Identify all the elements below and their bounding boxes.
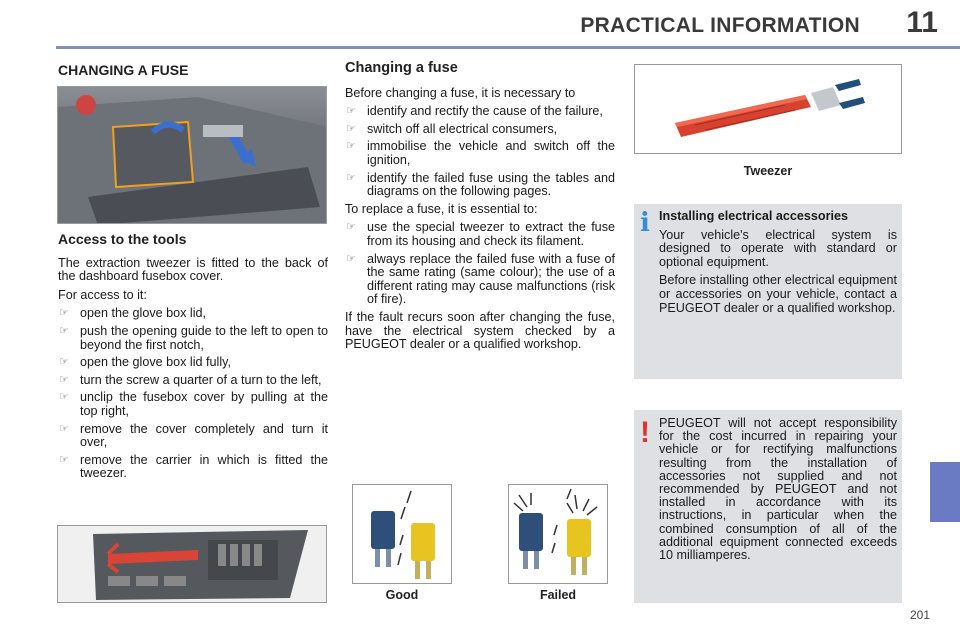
lead-paragraph: For access to it: <box>58 287 147 302</box>
list-item: ☞ switch off all electrical consumers, <box>346 121 558 136</box>
subheading: Access to the tools <box>58 231 187 247</box>
precheck-list <box>345 105 615 199</box>
list-item: ☞ push the opening guide to the left to open to beyond the first notch, <box>59 323 328 352</box>
left-column <box>58 62 328 78</box>
info-box-title: Installing electrical accessories <box>659 209 849 223</box>
info-box-paragraph: Before installing other electrical equipment or accessories on your vehicle, contact a PEUGEOT dealer or a qualified workshop. <box>659 273 897 315</box>
list-item: ☞ turn the screw a quarter of a turn to the left, <box>59 372 322 387</box>
fusebox-cover-illustration <box>58 526 327 603</box>
warning-text: PEUGEOT will not accept responsibility for the cost incurred in repairing your vehicle or for rectifying malfunctions resulting from the installation of accessories not supplied and not recommended by PEUGEOT and not installed in accordance with its instructions, in particular when the combined consumption of all of the additional equipment connected exceeds 10 milliamperes. <box>659 416 897 563</box>
failed-fuse-illustration <box>509 485 608 584</box>
hand-pointer-icon: ☞ <box>59 373 69 386</box>
warning-exclamation-icon: ! <box>640 416 650 449</box>
tweezer-figure <box>634 64 902 154</box>
failed-fuse-figure <box>508 484 608 584</box>
list-item: ☞ immobilise the vehicle and switch off the ignition, <box>346 139 615 167</box>
hand-pointer-icon: ☞ <box>346 122 356 135</box>
list-item: ☞ identify the failed fuse using the tables and diagrams on the following pages. <box>346 170 615 199</box>
section-heading: CHANGING A FUSE <box>58 62 189 78</box>
hand-pointer-icon: ☞ <box>59 391 69 404</box>
page-header-title: PRACTICAL INFORMATION <box>580 14 860 37</box>
hand-pointer-icon: ☞ <box>346 105 356 118</box>
glovebox-illustration <box>58 87 327 224</box>
info-box-content <box>659 210 897 320</box>
chapter-number: 11 <box>906 6 938 39</box>
access-steps-list <box>58 307 328 481</box>
info-icon: i <box>640 208 650 238</box>
warning-box-content <box>659 417 897 567</box>
good-fuse-figure <box>352 484 452 584</box>
good-caption: Good <box>385 588 419 602</box>
access-tools-section <box>58 233 328 485</box>
chapter-side-tab <box>930 462 960 522</box>
closing-paragraph: If the fault recurs soon after changing the fuse, have the electrical system checked by a PEUGEOT dealer or a qualified workshop. <box>345 309 615 352</box>
intro-paragraph: Before changing a fuse, it is necessary to <box>345 85 576 100</box>
hand-pointer-icon: ☞ <box>346 252 356 265</box>
section-heading: Changing a fuse <box>345 60 458 76</box>
header-rule <box>56 46 960 49</box>
list-item: ☞ use the special tweezer to extract the fuse from its housing and check its filament. <box>346 220 615 248</box>
hand-pointer-icon: ☞ <box>59 324 69 337</box>
list-item: ☞ open the glove box lid fully, <box>59 355 231 370</box>
middle-column <box>345 62 615 357</box>
hand-pointer-icon: ☞ <box>59 453 69 466</box>
hand-pointer-icon: ☞ <box>346 171 356 184</box>
list-item: ☞ identify and rectify the cause of the failure, <box>346 104 603 119</box>
intro-paragraph: The extraction tweezer is fitted to the back of the dashboard fusebox cover. <box>58 255 328 284</box>
list-item: ☞ remove the carrier in which is fitted the tweezer. <box>59 452 328 481</box>
glovebox-photo <box>57 86 327 224</box>
replacement-rules-list <box>345 221 615 307</box>
page-number: 201 <box>909 608 930 622</box>
hand-pointer-icon: ☞ <box>59 356 69 369</box>
info-box-paragraph: Your vehicle's electrical system is designed to operate with standard or optional equipment. <box>659 227 897 269</box>
failed-caption: Failed <box>539 588 577 602</box>
lead-paragraph: To replace a fuse, it is essential to: <box>345 201 538 216</box>
list-item: ☞ remove the cover completely and turn it over, <box>59 421 328 450</box>
list-item: ☞ unclip the fusebox cover by pulling at the top right, <box>59 390 328 418</box>
hand-pointer-icon: ☞ <box>346 221 356 234</box>
tweezer-caption: Tweezer <box>743 164 793 178</box>
hand-pointer-icon: ☞ <box>346 140 356 153</box>
list-item: ☞ open the glove box lid, <box>59 306 207 321</box>
tweezer-illustration <box>635 65 902 154</box>
fusebox-cover-photo <box>57 525 327 603</box>
hand-pointer-icon: ☞ <box>59 307 69 320</box>
good-fuse-illustration <box>353 485 452 584</box>
hand-pointer-icon: ☞ <box>59 422 69 435</box>
list-item: ☞ always replace the failed fuse with a fuse of the same rating (same colour); the use of a different rating may cause malfunctions (risk of fire). <box>346 251 615 307</box>
